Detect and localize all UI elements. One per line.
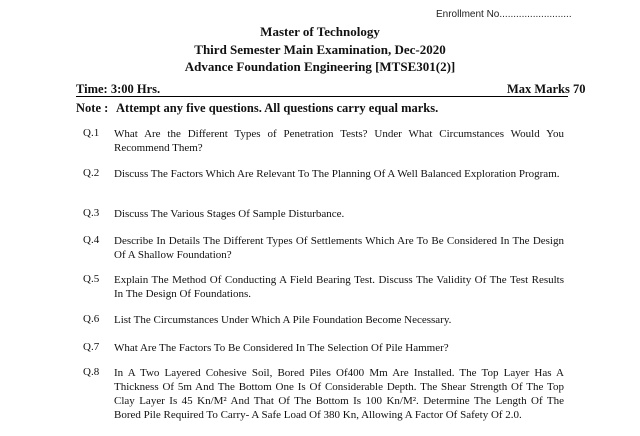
question-number: Q.8 (83, 366, 100, 378)
exam-time: Time: 3:00 Hrs. (76, 82, 161, 96)
exam-title: Third Semester Main Examination, Dec-2020 (194, 42, 446, 57)
question-number: Q.7 (83, 341, 100, 353)
question-number: Q.6 (83, 313, 100, 325)
question-text: Discuss The Various Stages Of Sample Disturbance. (114, 208, 345, 220)
question-text: What Are the Different Types of Penetration Tests? Under What Circumstances Would You Recommend Them? (114, 128, 564, 154)
subject-title: Advance Foundation Engineering [MTSE301(2)] (184, 59, 456, 74)
question-text: What Are The Factors To Be Considered In The Selection Of Pile Hammer? (114, 342, 449, 354)
max-marks: Max Marks 70 (507, 82, 586, 96)
question-text: List The Circumstances Under Which A Pile Foundation Become Necessary. (114, 314, 452, 326)
header-divider (76, 96, 568, 97)
question-number: Q.1 (83, 127, 100, 139)
question-number: Q.2 (83, 167, 100, 179)
question-number: Q.4 (83, 234, 100, 246)
note-text: Attempt any five questions. All questions carry equal marks. (116, 101, 439, 115)
enrollment-number-field: Enrollment No.......................... (436, 9, 572, 20)
question-text: In A Two Layered Cohesive Soil, Bored Piles Of400 Mm Are Installed. The Top Layer Has A Thickness Of 5m And The Bottom One Is Of Considerable Depth. The Shear Strength Of The Top Clay Layer Is 45 Kn/M² And That Of The Bottom Is 100 Kn/M². Determine The Length Of The Bored Pile Required To Carry- A Safe Load Of 380 Kn, Allowing A Factor Of Safety Of 2.0. (114, 367, 564, 421)
question-text: Describe In Details The Different Types Of Settlements Which Are To Be Considered In The Design Of A Shallow Foundation? (114, 235, 564, 261)
question-number: Q.3 (83, 207, 100, 219)
note-label: Note : (76, 101, 109, 115)
question-number: Q.5 (83, 273, 100, 285)
program-title: Master of Technology (260, 24, 380, 39)
question-text: Explain The Method Of Conducting A Field Bearing Test. Discuss The Validity Of The Test Results In The Design Of Foundations. (114, 274, 564, 300)
question-text: Discuss The Factors Which Are Relevant To The Planning Of A Well Balanced Exploration Program. (114, 168, 560, 180)
